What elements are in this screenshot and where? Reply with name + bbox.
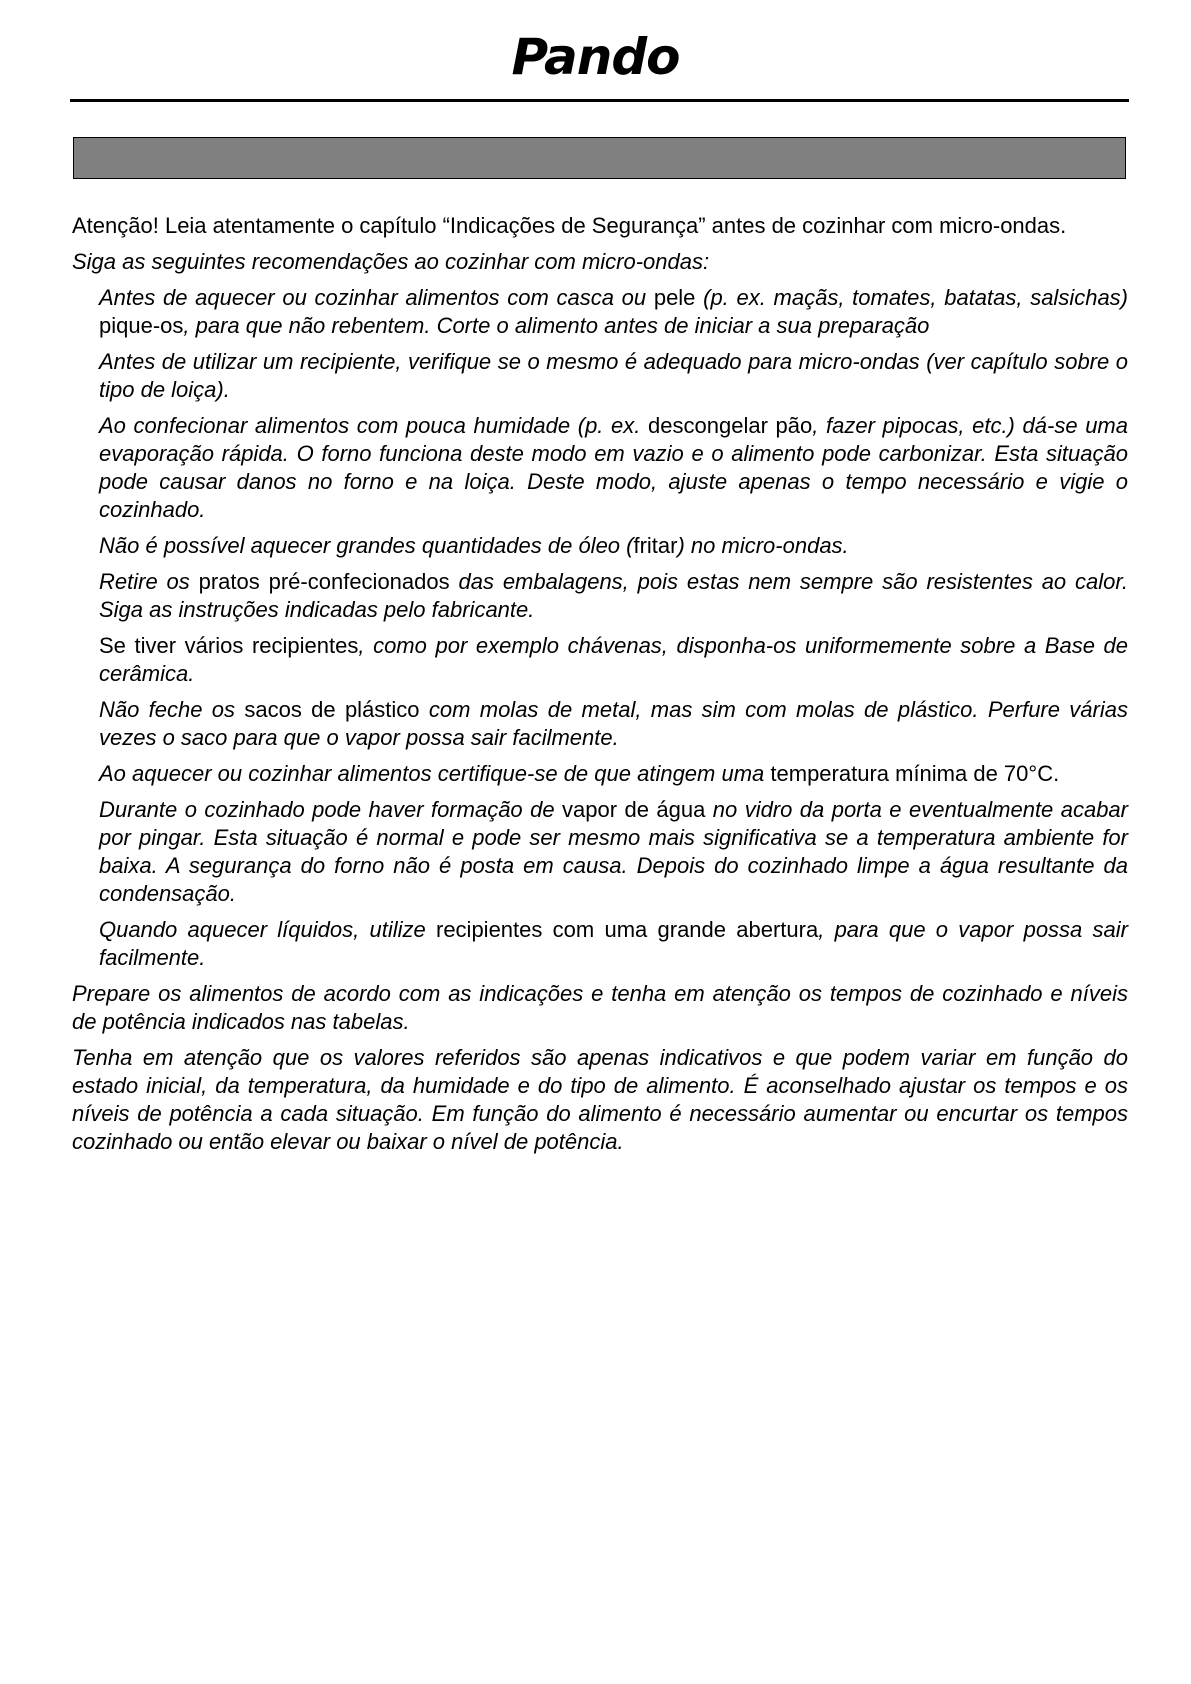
- list-item: Antes de aquecer ou cozinhar alimentos com casca ou pele (p. ex. maçãs, tomates, batatas, salsichas) pique-os, para que não rebentem. Corte o alimento antes de iniciar a sua preparação: [99, 285, 1129, 338]
- section-heading-bar: [73, 137, 1126, 179]
- list-item: Se tiver vários recipientes, como por exemplo chávenas, disponha-os uniformemente sobre a Base de cerâmica.: [99, 633, 1128, 686]
- warning-paragraph: [72, 212, 1128, 240]
- header-divider: [70, 99, 1129, 102]
- warning-text: Atenção! Leia atentamente o capítulo “Indicações de Segurança” antes de cozinhar com micro-ondas.: [72, 213, 1067, 238]
- list-item: Quando aquecer líquidos, utilize recipientes com uma grande abertura, para que o vapor possa sair facilmente.: [99, 917, 1128, 970]
- list-item: Ao aquecer ou cozinhar alimentos certifique-se de que atingem uma temperatura mínima de 70°C.: [99, 761, 1060, 786]
- list-item: Ao confecionar alimentos com pouca humidade (p. ex. descongelar pão, fazer pipocas, etc.) dá-se uma evaporação rápida. O forno funciona deste modo em vazio e o alimento pode carbonizar. Esta situação pode causar danos no forno e na loiça. Deste modo, ajuste apenas o tempo necessário e vigie o cozinhado.: [99, 413, 1128, 522]
- closing-paragraph-2: Tenha em atenção que os valores referidos são apenas indicativos e que podem variar em função do estado inicial, da temperatura, da humidade e do tipo de alimento. É aconselhado ajustar os tempos e os níveis de potência a cada situação. Em função do alimento é necessário aumentar ou encurtar os tempos cozinhado ou então elevar ou baixar o nível de potência.: [72, 1045, 1128, 1154]
- list-item: Antes de utilizar um recipiente, verifique se o mesmo é adequado para micro-ondas (ver capítulo sobre o tipo de loiça).: [99, 349, 1128, 402]
- brand-logo: Pando: [511, 28, 680, 86]
- closing-paragraph-1: Prepare os alimentos de acordo com as indicações e tenha em atenção os tempos de cozinhado e níveis de potência indicados nas tabelas.: [72, 981, 1128, 1034]
- document-body: [72, 212, 1128, 1164]
- list-item: Durante o cozinhado pode haver formação de vapor de água no vidro da porta e eventualmente acabar por pingar. Esta situação é normal e pode ser mesmo mais significativa se a temperatura ambiente for baixa. A segurança do forno não é posta em causa. Depois do cozinhado limpe a água resultante da condensação.: [99, 797, 1128, 906]
- list-item: Não feche os sacos de plástico com molas de metal, mas sim com molas de plástico. Perfure várias vezes o saco para que o vapor possa sair facilmente.: [99, 697, 1128, 750]
- lead-paragraph: Siga as seguintes recomendações ao cozinhar com micro-ondas:: [72, 249, 710, 274]
- list-item: Retire os pratos pré-confecionados das embalagens, pois estas nem sempre são resistentes ao calor. Siga as instruções indicadas pelo fabricante.: [99, 569, 1128, 622]
- list-item: Não é possível aquecer grandes quantidades de óleo (fritar) no micro-ondas.: [99, 533, 849, 558]
- recommendations-list: [72, 284, 1128, 972]
